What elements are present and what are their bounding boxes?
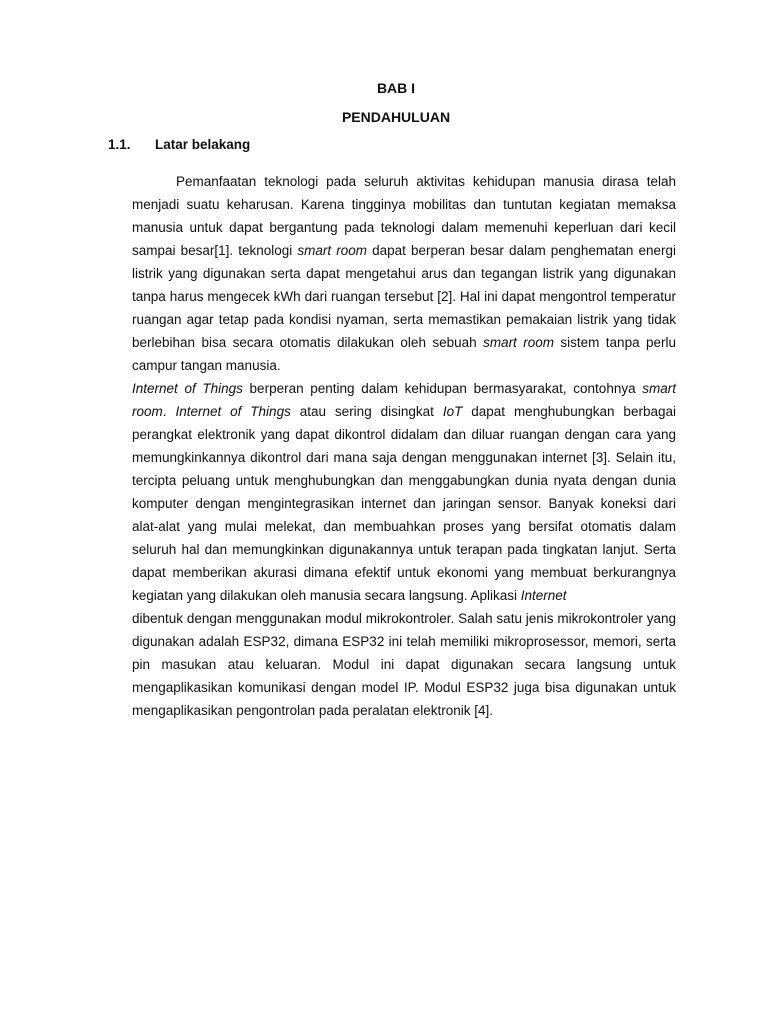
p2-text-2: . (162, 404, 176, 419)
p2-italic-3: Internet of Things (175, 404, 291, 419)
paragraph-1 (132, 170, 676, 377)
p2-text-4: dapat menghubungkan berbagai perangkat elektronik yang dapat dikontrol didalam dan diluar ruangan dengan cara yang memungkinkannya dikontrol dari mana saja dengan menggunakan internet [3]. Selain itu, tercipta peluang untuk menghubungkan dan menggabungkan dunia nyata dengan dunia komputer dengan mengintegrasikan internet dan jaringan sensor. Banyak koneksi dari alat-alat yang mulai melekat, dan membuahkan proses yang bersifat otomatis dalam seluruh hal dan memungkinkan digunakannya untuk terapan pada tingkatan lanjut. Serta dapat memberikan akurasi dimana efektif untuk ekonomi yang membuat berkurangnya kegiatan yang dilakukan oleh manusia secara langsung. Aplikasi (132, 404, 676, 603)
section-title: Latar belakang (155, 137, 251, 152)
section-number: 1.1. (108, 137, 131, 152)
body-text (132, 170, 676, 722)
p2-italic-5: Internet (520, 588, 567, 603)
p1-text-1: Pemanfaatan teknologi pada seluruh aktivitas kehidupan manusia dirasa telah menjadi suatu keharusan. Karena tingginya mobilitas dan tuntutan kegiatan memaksa manusia untuk dapat bergantung pada teknologi dalam memenuhi keperluan dari kecil sampai besar[1]. teknologi (132, 174, 676, 258)
p2-italic-4: IoT (442, 404, 463, 419)
paragraph-2 (132, 377, 676, 607)
section-heading (108, 137, 250, 152)
p2-italic-1: Internet of Things (132, 381, 243, 396)
p1-italic-1: smart room (297, 243, 367, 258)
p2-italic-2: smart room (132, 381, 677, 419)
chapter-title: PENDAHULUAN (341, 109, 451, 125)
chapter-number: BAB I (376, 80, 416, 96)
paragraph-3 (132, 607, 676, 722)
p3-text-1: dibentuk dengan menggunakan modul mikrokontroler. Salah satu jenis mikrokontroler yang digunakan adalah ESP32, dimana ESP32 ini telah memiliki mikroprosessor, memori, serta pin masukan atau keluaran. Modul ini dapat digunakan secara langsung untuk mengaplikasikan komunikasi dengan model IP. Modul ESP32 juga bisa digunakan untuk mengaplikasikan pengontrolan pada peralatan elektronik [4]. (132, 611, 676, 718)
p1-text-3: sistem tanpa perlu campur tangan manusia. (132, 335, 677, 373)
p1-italic-2: smart room (483, 335, 554, 350)
p2-text-3: atau sering disingkat (290, 404, 443, 419)
p1-text-2: dapat berperan besar dalam penghematan energi listrik yang digunakan serta dapat mengetahui arus dan tegangan listrik yang digunakan tanpa harus mengecek kWh dari ruangan tersebut [2]. Hal ini dapat mengontrol temperatur ruangan agar tetap pada kondisi nyaman, serta memastikan pemakaian listrik yang tidak berlebihan bisa secara otomatis dilakukan oleh sebuah (132, 243, 676, 350)
p2-text-1: berperan penting dalam kehidupan bermasyarakat, contohnya (242, 381, 643, 396)
